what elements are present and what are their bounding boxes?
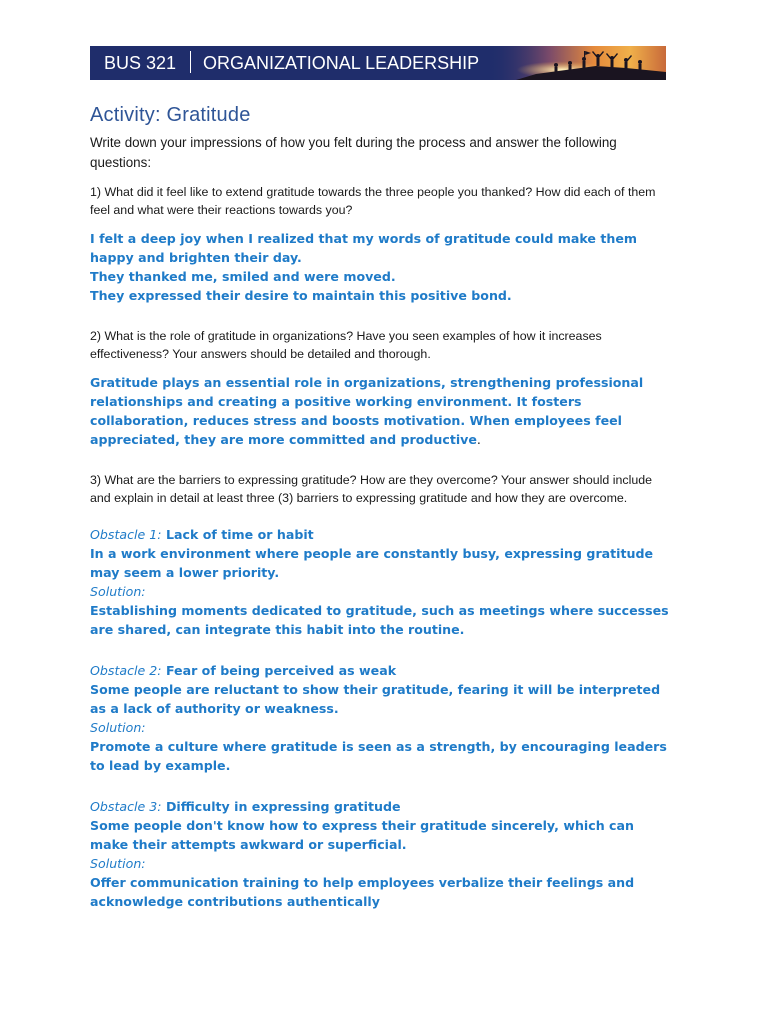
obstacle-1-name: Lack of time or habit (165, 527, 314, 542)
intro-text: Write down your impressions of how you felt during the process and answer the following questions: (90, 135, 617, 170)
answer-1-line-1: I felt a deep joy when I realized that my words of gratitude could make them happy and brighten their day. (90, 231, 638, 265)
obstacle-1-label: Obstacle 1: (90, 527, 162, 542)
obstacle-3-description: Some people don't know how to express their gratitude sincerely, which can make their attempts awkward or superficial. (90, 818, 634, 852)
obstacle-3-name: Difficulty in expressing gratitude (165, 799, 401, 814)
obstacle-2-description: Some people are reluctant to show their gratitude, fearing it will be interpreted as a lack of authority or weakness. (90, 682, 661, 716)
question-2: 2) What is the role of gratitude in organizations? Have you seen examples of how it increases effectiveness? Your answers should be detailed and thorough. (90, 329, 602, 361)
obstacle-2 (90, 661, 672, 775)
question-1: 1) What did it feel like to extend gratitude towards the three people you thanked? How did each of them feel and what were their reactions towards you? (90, 185, 656, 217)
course-code: BUS 321 (104, 53, 177, 73)
obstacle-3 (90, 797, 672, 911)
course-banner (90, 46, 666, 80)
obstacle-1-solution-label: Solution: (90, 584, 146, 599)
obstacle-1-description: In a work environment where people are constantly busy, expressing gratitude may seem a lower priority. (90, 546, 654, 580)
obstacle-1 (90, 525, 672, 639)
page-title: Activity: Gratitude (90, 104, 251, 126)
answer-1-line-2: They thanked me, smiled and were moved. (90, 269, 396, 284)
obstacle-2-name: Fear of being perceived as weak (165, 663, 397, 678)
banner-text (104, 46, 479, 80)
obstacle-2-solution-label: Solution: (90, 720, 146, 735)
course-name: ORGANIZATIONAL LEADERSHIP (203, 53, 480, 73)
answer-1 (90, 229, 672, 305)
obstacle-2-solution: Promote a culture where gratitude is seen as a strength, by encouraging leaders to lead by example. (90, 739, 667, 773)
answer-2 (90, 373, 672, 449)
obstacle-2-label: Obstacle 2: (90, 663, 162, 678)
answer-2-text: Gratitude plays an essential role in organizations, strengthening professional relationships and creating a positive working environment. It fosters collaboration, reduces stress and boosts motivation. When employees feel appreciated, they are more committed and productive (90, 375, 644, 447)
obstacle-1-solution: Establishing moments dedicated to gratitude, such as meetings where successes are shared, can integrate this habit into the routine. (90, 603, 669, 637)
banner-divider (190, 51, 191, 73)
answer-2-period: . (476, 432, 481, 447)
obstacle-3-solution-label: Solution: (90, 856, 146, 871)
answer-1-line-3: They expressed their desire to maintain this positive bond. (90, 288, 512, 303)
question-3: 3) What are the barriers to expressing gratitude? How are they overcome? Your answer should include and explain in detail at least three (3) barriers to expressing gratitude and how they are overcome. (90, 473, 653, 505)
document-content (90, 104, 672, 925)
obstacle-3-label: Obstacle 3: (90, 799, 162, 814)
obstacle-3-solution: Offer communication training to help employees verbalize their feelings and acknowledge contributions authentically (90, 875, 635, 909)
team-silhouette-image (486, 46, 666, 80)
